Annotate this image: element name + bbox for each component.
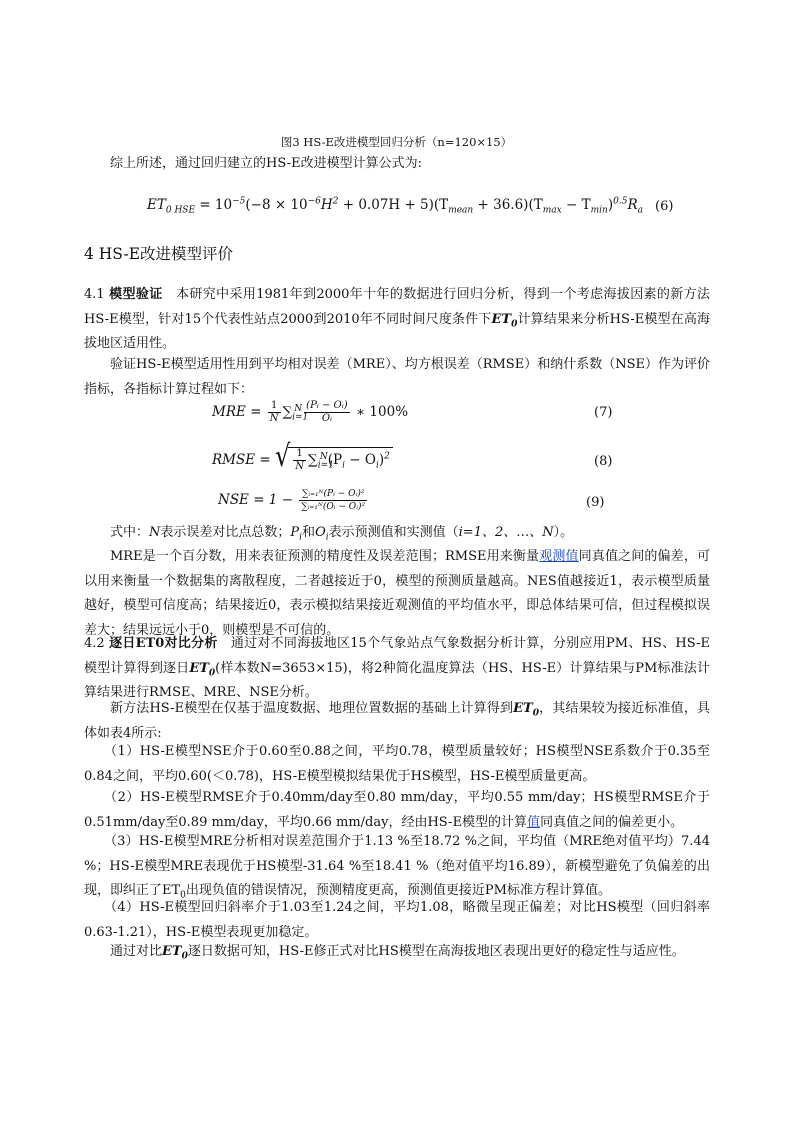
where-paragraph: 式中：N表示误差对比点总数；$P_i$和$O_i$表示预测值和实测值（i=1、2、…、N）。 (110, 525, 574, 543)
item-2: （2）HS-E模型RMSE介于0.40mm/day至0.80 mm/day，平均0.55 mm/day；HS模型RMSE介于0.51mm/day至0.89 mm/day，平均0.66 mm/day，经由HS-E模型的计算值同真值之间的偏差更小。 (84, 790, 710, 830)
mre-paragraph: MRE是一个百分数，用来表征预测的精度性及误差范围；RMSE用来衡量观测值同真值之间的偏差，可以用来衡量一个数据集的离散程度，二者越接近于0，模型的预测质量越高。NES值越接近1，表示模型质量越好，模型可信度高；结果接近0，表示模拟结果接近观测值的平均值水平，即总体结果可信，但过程模拟误差大；结果远远小于0，则模型是不可信的。 (84, 549, 710, 638)
equation-9-number: (9) (586, 495, 605, 510)
equation-6-number: (6) (655, 199, 674, 214)
section-heading: 4 HS-E改进模型评价 (84, 245, 234, 263)
new-method-paragraph: 新方法HS-E模型在仅基于温度数据、地理位置数据的基础上计算得到$ET_0$，其结果较为接近标准值，具体如表4所示: (84, 701, 710, 741)
figure-caption: 图3 HS-E改进模型回归分析（n=120×15） (280, 135, 513, 149)
indicators-paragraph: 验证HS-E模型适用性用到平均相对误差（MRE）、均方根误差（RMSE）和纳什系数（NSE）作为评价指标，各指标计算过程如下： (84, 357, 710, 397)
item-3: （3）HS-E模型MRE分析相对误差范围介于1.13 %至18.72 %之间，平均值（MRE绝对值平均）7.44 %；HS-E模型MRE表现优于HS模型-31.64 %至18.41 %（绝对值平均16.89），新模型避免了负偏差的出现，即纠正了$ET_0$出现负值的错误情况，预测精度更高，预测值更接近PM标准方程计算值。 (84, 834, 710, 901)
observed-value-link[interactable]: 观测值 (539, 549, 579, 564)
section-4-1: 4.1 模型验证 本研究中采用1981年到2000年十年的数据进行回归分析，得到一个考虑海拔因素的新方法HS-E模型，针对15个代表性站点2000到2010年不同时间尺度条件下$ET_0$计算结果来分析HS-E模型在高海拔地区适用性。 (84, 287, 711, 352)
section-number: 4.2 (84, 636, 110, 651)
item-1: （1）HS-E模型NSE介于0.60至0.88之间，平均0.78，模型质量较好；HS模型NSE系数介于0.35至0.84之间，平均0.60(＜0.78)，HS-E模型模拟结果优于HS模型，HS-E模型质量更高。 (84, 744, 710, 784)
equation-7: MRE = $\frac{1}{N}$ $\sum_{i=1}^N$ $\frac{\text{(Pᵢ − Oᵢ)}}{\text{Oᵢ}}$ ∗ 100% (212, 400, 409, 424)
equation-6: $ET_{0 HSE} = 10^{-5}(-8 \times 10^{-6}H^2 + 0.07H + 5)(T_{mean} + 36.6)(T_{max} - T_{min})^{0.5}R_a$ (147, 196, 643, 216)
section-title: 逐日ET0对比分析 (109, 636, 218, 651)
item-4: （4）HS-E模型回归斜率介于1.03至1.24之间，平均1.08，略微呈现正偏差；对比HS模型（回归斜率0.63-1.21），HS-E模型表现更加稳定。 (84, 900, 710, 940)
equation-7-number: (7) (594, 405, 613, 420)
section-number: 4.1 (84, 287, 110, 302)
section-4-2: 4.2 逐日ET0对比分析 通过对不同海拔地区15个气象站点气象数据分析计算，分别应用PM、HS、HS-E模型计算得到逐日$ET_0$(样本数N=3653×15)，将2种简化温度算法（HS、HS-E）计算结果与PM标准法计算结果进行RMSE、MRE、NSE分析。 (84, 636, 710, 701)
value-link[interactable]: 值 (527, 814, 541, 830)
sqrt-icon: √ (275, 438, 291, 474)
equation-8: RMSE = √ $\frac{1}{N}$ $\sum_{i=1}^N(P_i - O_i)^2$ (212, 446, 393, 473)
intro-paragraph: 综上所述，通过回归建立的HS-E改进模型计算公式为: (110, 156, 422, 171)
equation-8-number: (8) (594, 454, 613, 469)
conclusion-paragraph: 通过对比$ET_0$逐日数据可知，HS-E修正式对比HS模型在高海拔地区表现出更好的稳定性与适应性。 (110, 944, 685, 962)
section-title: 模型验证 (109, 287, 163, 302)
equation-9: NSE = 1 − $\frac{\text{∑ᵢ₌₁ᴺ(Pᵢ − Oᵢ)²}}{\text{∑ᵢ₌₁ᴺ(Oᵢ − Ōᵢ)²}}$ (218, 489, 366, 512)
